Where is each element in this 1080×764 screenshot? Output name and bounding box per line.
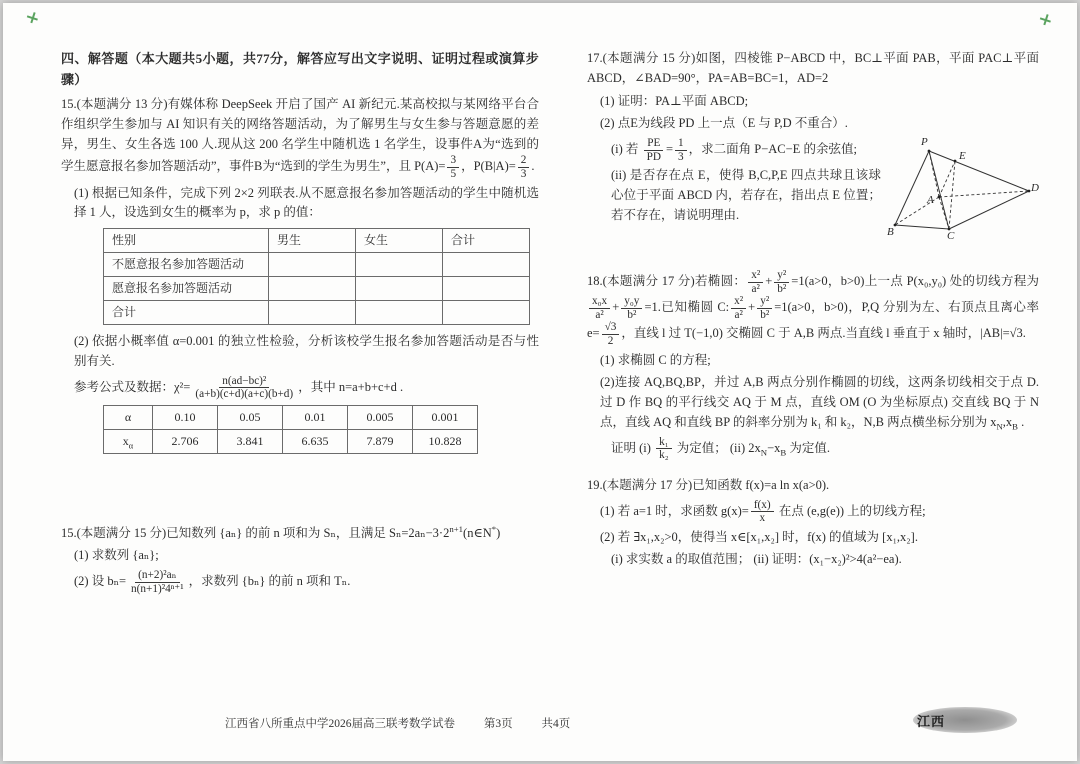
table-cell: 0.10 — [153, 405, 218, 429]
table-row — [104, 253, 530, 277]
figure-label-E: E — [959, 150, 966, 162]
table-cell-empty — [269, 253, 356, 277]
registration-mark — [1039, 13, 1053, 27]
question-18-part2: (2)连接 AQ,BQ,BP，并过 A,B 两点分别作椭圆的切线，这两条切线相交于点 D.过 D 作 BQ 的平行线交 AQ 于 M 点，直线 OM (O 为坐标原点) 交直线 BQ 于 N 点，直线 AQ 和直线 BP 的斜率分别为 k₁ 和 k₂，N,B 两点横坐标分别为 $x_N,x_B$ . — [600, 375, 1039, 432]
question-19-part2: (2) 若 ∃x₁,x₂>0，使得当 x∈[x₁,x₂] 时，f(x) 的值域为 [x₁,x₂]. — [600, 529, 918, 544]
question-17-part-ii: (ii) 是否存在点 E，使得 B,C,P,E 四点共球且该球心位于平面 ABCD 内，若存在，指出点 E 位置；若不存在，请说明理由. — [611, 168, 881, 222]
table-cell-empty — [269, 277, 356, 301]
question-18 — [587, 243, 1039, 462]
table-cell-empty — [443, 301, 530, 325]
table-cell: 3.841 — [218, 429, 283, 453]
question-17-part-i: (i) 若 $\frac{PE}{PD}$ = $\frac{1}{3}$ ，求二面角 P−AC−E 的余弦值; — [611, 137, 857, 163]
question-15 — [61, 95, 539, 454]
table-cell: 6.635 — [283, 429, 348, 453]
figure-label-C: C — [947, 230, 955, 242]
stamp-smudge — [913, 707, 1017, 733]
question-15-part1: (1) 根据已知条件，完成下列 2×2 列联表.从不愿意报名参加答题活动的学生中随机选择 1 人，设选到女生的概率为 p，求 p 的值： — [74, 185, 539, 220]
question-18-part1: (1) 求椭圆 C 的方程; — [600, 352, 711, 367]
table-cell-empty — [356, 277, 443, 301]
pyramid-figure — [887, 136, 1039, 242]
table-cell: 0.05 — [218, 405, 283, 429]
table-cell: 10.828 — [413, 429, 478, 453]
table-cell-empty — [443, 253, 530, 277]
question-19-part-i-ii: (i) 求实数 a 的取值范围； (ii) 证明：(x₁−x₂)²>4(a²−ea). — [611, 552, 902, 567]
table-row — [104, 405, 478, 429]
table-header-cell: 男生 — [269, 229, 356, 253]
stamp-text: 江西 — [917, 713, 946, 729]
page-footer — [225, 715, 596, 731]
question-16-part1: (1) 求数列 {aₙ}; — [74, 548, 159, 563]
table-cell-empty — [269, 301, 356, 325]
table-row-label: $x_\alpha$ — [104, 429, 153, 453]
figure-label-P: P — [921, 136, 928, 148]
question-17 — [587, 49, 1039, 242]
table-cell-empty — [356, 301, 443, 325]
table-cell: 7.879 — [348, 429, 413, 453]
table-cell: 0.005 — [348, 405, 413, 429]
table-row — [104, 429, 478, 453]
table-row-label: α — [104, 405, 153, 429]
table-header-cell: 女生 — [356, 229, 443, 253]
question-16 — [61, 524, 539, 596]
question-15-stem: 15.(本题满分 13 分)有媒体称 DeepSeek 开启了国产 AI 新纪元.某高校拟与某网络平台合作组织学生参加与 AI 知识有关的网络答题活动，为了解男生与女生参与答题意愿的差异，男生、女生各选 100 人.现从这 200 名学生中随机选 1 名学生，设事件A为“选到的学生愿意报名参加答题活动”，事件B为“选到的学生为男生”，且 P(A)= $\frac{3}{5}$ ，P(B|A)= $\frac{2}{3}$ . — [61, 97, 539, 180]
figure-label-B: B — [887, 226, 894, 238]
question-19-part1: (1) 若 a=1 时，求函数 g(x)= $\frac{f(x)}{x}$ 在点 (e,g(e)) 上的切线方程; — [600, 498, 926, 525]
section-title: 四、解答题（本大题共5小题，共77分，解答应写出文字说明、证明过程或演算步骤） — [61, 51, 539, 87]
question-19-stem: 19.(本题满分 17 分)已知函数 f(x)=a ln x(a>0). — [587, 477, 830, 492]
chi-square-formula: 参考公式及数据：χ²= $\frac{\text{n(ad−bc)²}}{(a+b)(c+d)(a+c)(b+d)}$ ，其中 n=a+b+c+d . — [74, 374, 404, 401]
question-17-stem: 17.(本题满分 15 分)如图，四棱锥 P−ABCD 中，BC⊥平面 PAB，平面 PAC⊥平面 ABCD，∠BAD=90°，PA=AB=BC=1，AD=2 — [587, 51, 1039, 85]
table-row-label: 不愿意报名参加答题活动 — [104, 253, 269, 277]
question-17-part1: (1) 证明：PA⊥平面 ABCD; — [600, 93, 749, 108]
table-cell-empty — [356, 253, 443, 277]
footer-page-number: 第3页 — [483, 718, 513, 730]
table-header-cell: 合计 — [443, 229, 530, 253]
right-column — [587, 49, 1039, 573]
table-row — [104, 301, 530, 325]
footer-title: 江西省八所重点中学2026届高三联考数学试卷 — [225, 718, 455, 730]
table-cell: 0.01 — [283, 405, 348, 429]
critical-value-table — [103, 405, 478, 454]
question-18-stem: 18.(本题满分 17 分)若椭圆： $\frac{\text{x²}}{\text{a²}}$ + $\frac{\text{y²}}{\text{b²}}$ =1(a>0，b>0)上一点 P(x₀,y₀) 处的切线方程为 $\frac{\text{x₀x}}{\text{a²}}$ + $\frac{\text{y₀y}}{\text{b²}}$ =1.已知椭圆 C: $\frac{\text{x²}}{\text{a²}}$ + $\frac{\text{y²}}{\text{b²}}$ =1(a>0，b>0)，P,Q 分别为左、右顶点且离心率 e= $\frac{√3}{2}$ ，直线 l 过 T(−1,0) 交椭圆 C 于 A,B 两点.当直线 l 垂直于 x 轴时，|AB|=√3. — [587, 269, 1039, 347]
question-17-part2: (2) 点E为线段 PD 上一点（E 与 P,D 不重合）. — [600, 116, 848, 131]
question-18-proof: 证明 (i) $\frac{\text{k₁}}{\text{k₂}}$ 为定值； (ii) $2x_N-x_B$ 为定值. — [611, 435, 831, 462]
table-row — [104, 229, 530, 253]
table-row — [104, 277, 530, 301]
figure-label-D: D — [1031, 182, 1039, 194]
table-row-label: 合计 — [104, 301, 269, 325]
table-cell: 0.001 — [413, 405, 478, 429]
registration-mark — [26, 11, 40, 25]
contingency-table — [103, 228, 530, 325]
question-15-part2: (2) 依据小概率值 α=0.001 的独立性检验，分析该校学生报名参加答题活动是否与性别有关. — [74, 334, 539, 368]
figure-label-A: A — [927, 194, 934, 206]
scanned-exam-page — [3, 3, 1077, 761]
question-16-stem: 15.(本题满分 15 分)已知数列 {aₙ} 的前 n 项和为 Sₙ，且满足 $S_n=2a_n-3\cdot 2^{n+1}(n\in N^*)$ — [61, 523, 501, 540]
footer-page-total: 共4页 — [541, 718, 571, 730]
table-header-cell: 性别 — [104, 229, 269, 253]
table-cell-empty — [443, 277, 530, 301]
question-16-part2: (2) 设 bₙ= $\frac{\text{(n+2)²aₙ}}{\text{n(n+1)²4ⁿ⁺¹}}$ ，求数列 {bₙ} 的前 n 项和 Tₙ. — [74, 569, 351, 595]
question-19 — [587, 476, 1039, 570]
left-column — [61, 49, 539, 598]
table-row-label: 愿意报名参加答题活动 — [104, 277, 269, 301]
table-cell: 2.706 — [153, 429, 218, 453]
